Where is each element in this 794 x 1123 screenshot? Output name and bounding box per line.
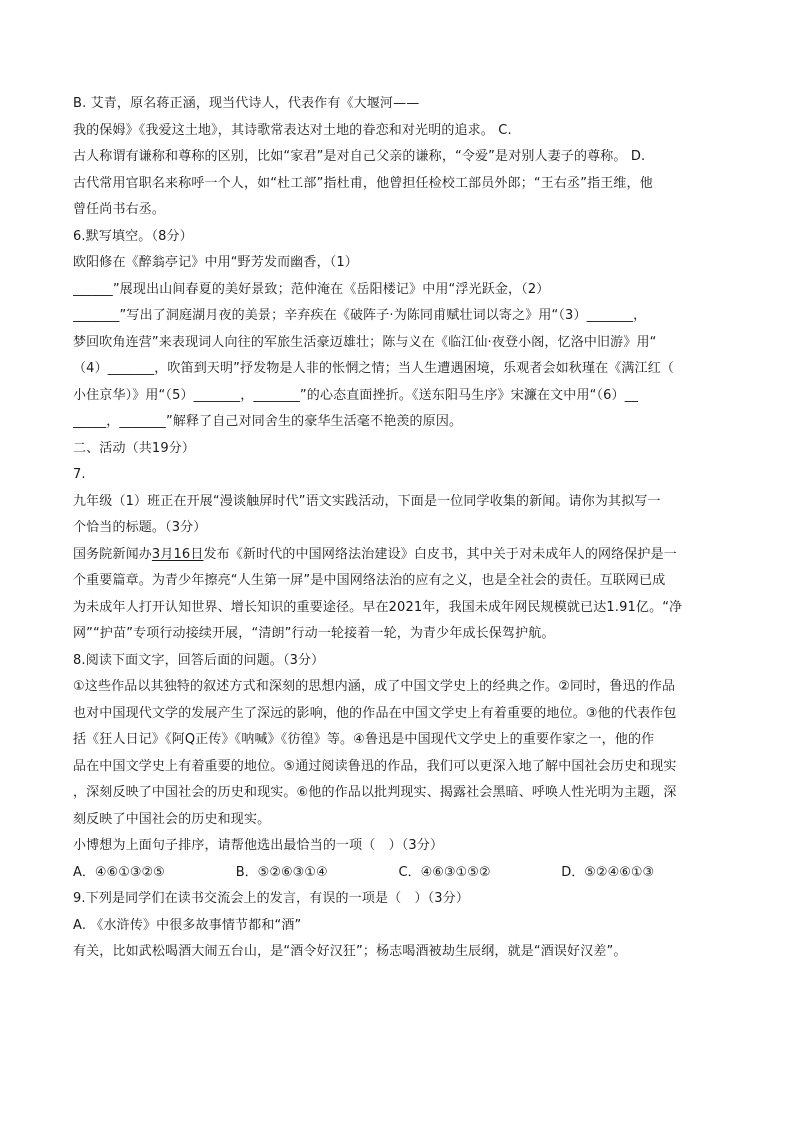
option-b: B．⑤②⑥③①④ — [235, 864, 328, 880]
question-9-heading: 9.下列是同学们在读书交流会上的发言，有误的一项是（ ）（3分） — [73, 891, 469, 906]
text-line: A. 《水浒传》中很多故事情节都和“酒” — [73, 917, 302, 933]
text-line: 有关，比如武松喝酒大闹五台山，是“酒令好汉狂”；杨志喝酒被劫生辰纲，就是“酒误好汉差”。 — [73, 944, 627, 959]
question-7-number: 7. — [73, 467, 86, 482]
news-date: 3月16日 — [151, 546, 204, 562]
section-heading: 二、活动（共19分） — [73, 440, 196, 456]
text-line: 括《狂人日记》《阿Q正传》《呐喊》《彷徨》等。④鲁迅是中国现代文学史上的重要作家之一，他的作 — [73, 732, 655, 747]
option-d: D．⑤②④⑥①③ — [561, 864, 655, 880]
text-line: 古人称谓有谦称和尊称的区别，比如“家君”是对自己父亲的谦称，“令爱”是对别人妻子的尊称。 D. — [73, 149, 646, 164]
option-c: C．④⑥③①⑤② — [398, 864, 491, 880]
text-line: 个恰当的标题。（3分） — [73, 520, 207, 535]
text-line: 也对中国现代文学的发展产生了深远的影响，他的作品在中国文学史上有着重要的地位。③他的代表作包 — [73, 705, 677, 721]
text-line: B. 艾青，原名蒋正涵，现当代诗人，代表作有《大堰河—— — [73, 96, 420, 111]
option-a: A．④⑥①③②⑤ — [73, 864, 165, 880]
text-line: 欧阳修在《醉翁亭记》中用“野芳发而幽香，（1） — [73, 255, 358, 270]
text-line: ______”展现出山间春夏的美好景致；范仲淹在《岳阳楼记》中用“浮光跃金，（2） — [73, 281, 550, 297]
text-line: 个重要篇章。为青少年擦亮“人生第一屏”是中国网络法治的应有之义，也是全社会的责任。互联网已成 — [73, 573, 666, 588]
question-6-heading: 6.默写填空。（8分） — [73, 228, 193, 244]
text-line: 古代常用官职名来称呼一个人，如“杜工部”指杜甫，他曾担任检校工部员外郎；“王右丞”指王维，他 — [73, 175, 653, 191]
text-line: 曾任尚书右丞。 — [73, 202, 166, 217]
text-line: ①这些作品以其独特的叙述方式和深刻的思想内涵，成了中国文学史上的经典之作。②同时，鲁迅的作品 — [73, 679, 676, 694]
text-line: （4）_______，吹笛到天明”抒发物是人非的怅惘之情；当人生遭遇困境，乐观者会如秋瑾在《满江红（ — [73, 361, 675, 376]
text-line: ，深刻反映了中国社会的历史和现实。⑥他的作品以批判现实、揭露社会黑暗、呼唤人性光明为主题，深 — [73, 785, 677, 800]
question-8-heading: 8.阅读下面文字，回答后面的问题。（3分） — [73, 652, 325, 668]
text-line: 梦回吹角连营”来表现词人向往的军旅生活豪迈雄壮；陈与义在《临江仙·夜登小阁，忆洛中旧游》用“ — [73, 334, 657, 350]
text-line: _____，_______”解释了自己对同舍生的豪华生活毫不艳羡的原因。 — [73, 414, 463, 429]
text-line: 网”“护苗”专项行动接续开展，“清朗”行动一轮接着一轮，为青少年成长保驾护航。 — [73, 626, 555, 641]
text-line: 为未成年人打开认知世界、增长知识的重要途径。早在2021年，我国未成年网民规模就已达1.91亿。“净 — [73, 599, 683, 615]
text-line: 我的保姆》《我爱这土地》，其诗歌常表达对土地的眷恋和对光明的追求。 C. — [73, 122, 512, 138]
answer-options — [73, 860, 724, 887]
text-line: 九年级（1）班正在开展“漫谈触屏时代”语文实践活动，下面是一位同学收集的新闻。请你为其拟写一 — [73, 493, 661, 509]
text-line: 小住京华）》用“（5）_______，_______”的心态直面挫折。《送东阳马生序》宋濂在文中用“（6）__ — [73, 387, 638, 403]
text-line: _______”写出了洞庭湖月夜的美景；辛弃疾在《破阵子·为陈同甫赋壮词以寄之》用“（3）_______， — [73, 308, 647, 323]
news-prefix: 国务院新闻办 — [73, 546, 152, 562]
news-rest: 发布《新时代的中国网络法治建设》白皮书，其中关于对未成年人的网络保护是一 — [203, 546, 677, 562]
question-prompt: 小博想为上面句子排序，请帮他选出最恰当的一项（ ）（3分） — [73, 838, 444, 853]
news-line — [73, 542, 724, 569]
text-line: 刻反映了中国社会的历史和现实。 — [73, 811, 271, 827]
text-line: 品在中国文学史上有着重要的地位。⑤通过阅读鲁迅的作品，我们可以更深入地了解中国社会历史和现实 — [73, 758, 677, 774]
